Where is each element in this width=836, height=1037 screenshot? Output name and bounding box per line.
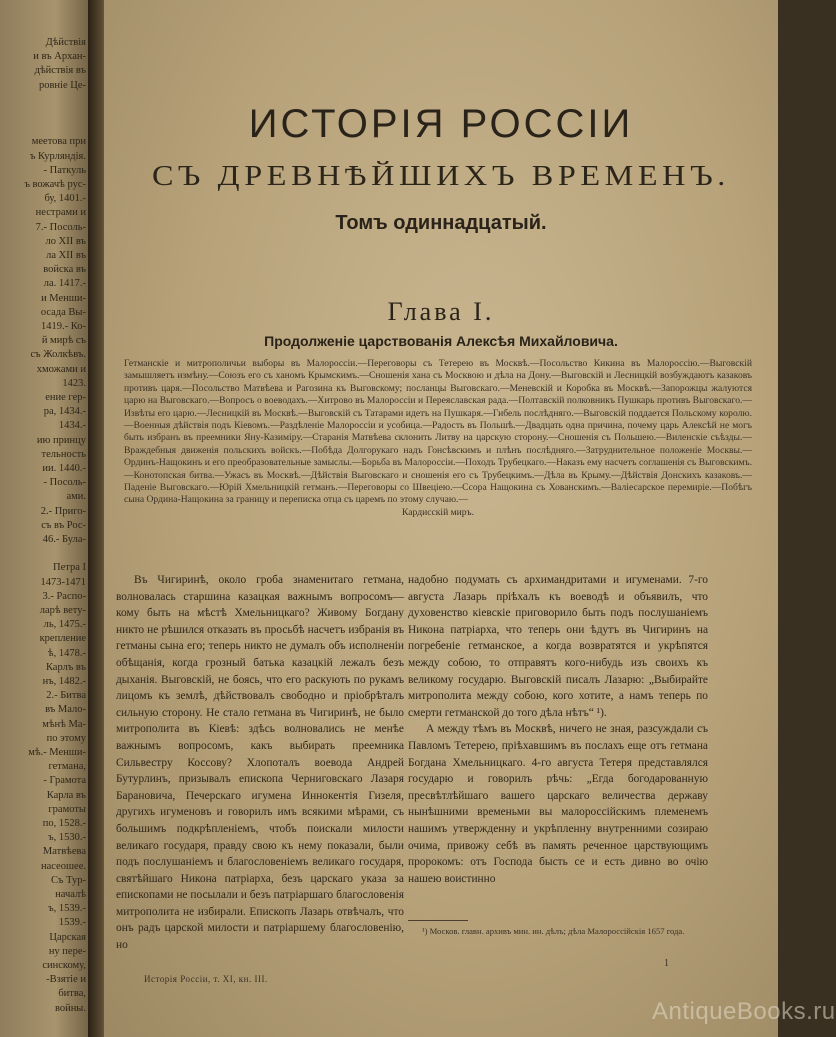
left-page-fragment: -Взятіе и [46,974,86,986]
chapter-heading: Глава I. [387,297,495,326]
left-text-column [116,572,404,954]
left-page-fragment: мѣ.- Менши- [28,747,86,758]
left-page-fragment: 2.- Битва [46,690,86,702]
left-page-fragment: ение гер- [45,392,86,403]
left-page-fragment: ларѣ вету- [39,605,86,616]
left-page-fragment: меетова при [31,136,86,148]
left-page-fragment: ъ, 1539.- [48,903,86,915]
left-page-fragment: гетмана, [48,761,86,773]
left-page-fragment: ию принцу [36,434,86,446]
left-page-fragment: бу, 1401.- [44,193,86,205]
footnote: ¹) Москов. главн. архивъ мин. ин. дѣлъ; дѣла Малороссійскія 1657 года. [422,926,685,936]
left-page-fragment: ра, 1434.- [43,406,86,418]
left-page-fragment: ла. 1417.- [43,278,86,290]
left-page-fragment: 2.- Приго- [40,505,86,517]
left-page-fragment: Карлъ въ [45,661,86,673]
left-page-fragment: по, 1528.- [42,818,86,829]
left-page-fragment: ровніе Це- [38,79,86,91]
left-page-fragment: й мирѣ съ [41,335,86,347]
left-page-fragment: ль, 1475.- [43,619,86,631]
left-page-fragment: Карла въ [46,789,86,801]
left-page-fragment: съ Жолкѣвъ. [30,349,86,361]
paragraph: А между тѣмъ въ Москвѣ, ничего не зная, разсуждали съ Павломъ Тетерею, пріѣхавшимъ въ послахъ еще отъ гетмана Богдана Хмельницкаго. 4-го августа Тетеря представлялся государю и говорилъ рѣчь: „Егда богодарованную пресвѣтлѣйшаго вашего царскаго величества державу нынѣшними временьми вы малороссійскимъ племенемъ нашимъ утвержденну и укрѣпленну внутренними созираю очима, привожу себѣ въ память реченное царствующимъ пророкомъ: отъ Господа бысть се и есть дивно во очію нашею воистинно [408,723,708,885]
left-page-fragment: хможами и [36,363,86,375]
left-page-fragment: ами. [66,491,86,503]
summary-last-line: Кардисскій миръ. [402,506,474,518]
left-page-fragment: ъ Курляндія. [29,150,86,162]
left-page-fragment: грамоты [48,803,86,815]
left-page-fragment: началѣ [55,889,86,900]
left-page-fragment: 1434.- [58,420,86,432]
left-page-fragment: Царская [49,931,86,943]
paragraph: надобно подумать съ архимандритами и игуменами. 7-го августа Лазарь пріѣхалъ къ воеводѣ и объявилъ, что духовенство кіевскіе приговорило быть подъ послушаніемъ Никона патріарха, что теперь они ѣдутъ въ Чигиринъ на погребеніе гетманское, а когда возвратятся и укрѣпятся между собою, то отправятъ кого-нибудь изъ своихъ къ великому государю. Выговскій писалъ Лазарю: „Выбирайте митрополита между собою, кого хотите, а намъ теперь по смерти гетманской до того дѣла нѣтъ“ ¹). [408,574,708,719]
book-page [104,0,836,1037]
left-page-fragment: ъ, 1530.- [48,832,86,844]
left-page-fragment: ъ вожачѣ рус- [24,179,86,190]
left-page-fragment: въ Мало- [45,704,86,716]
chapter-subheading: Продолженіе царствованія Алексѣя Михайловича. [264,333,618,349]
left-page-fragment: 1419.- Ко- [41,321,86,332]
printer-signature: Исторія Россіи, т. XI, кн. III. [144,974,268,984]
left-page-fragment: Дѣйствія [45,37,86,48]
left-page-edge [0,0,92,1037]
left-page-fragment: 7.- Посоль- [35,221,86,233]
left-page-fragment: крепление [39,633,86,645]
left-page-fragment: нъ, 1482.- [42,676,86,687]
summary-text: Гетманскіе и митрополичьи выборы въ Малороссіи.—Переговоры съ Тетерею въ Москвѣ.—Посольство Кикина въ Малороссію.—Выговскій замышляетъ измѣну.—Союзъ его съ ханомъ Крымскимъ.—Сношенія хана съ Москвою и дѣла на Дону.—Выговскій и Лесницкій возбуждаютъ казаковъ противъ царя.—Посольство Матвѣева и Рагозина къ Выговскому; посланцы Выговскаго.—Меневскій и Коробка въ Москвѣ.—Запорожцы жалуются царю на Выговскаго.—Вопросъ о воеводахъ.—Хитрово въ Малороссіи и Переяславская рада.—Полтавскій полковникъ Пушкарь противъ Выговскаго.—Извѣты его царю.—Лесницкій въ Москвѣ.—Выговскій съ Татарами идетъ на Пушкаря.—Гибель послѣдняго.—Выговскій поддается Польскому королю.—Военныя дѣйствія подъ Кіевомъ.—Раздѣленіе Малороссіи и усобица.—Радость въ Польшѣ.—Двадцать одна причина, почему царь Алексѣй не могъ быть избранъ въ преемники Яну-Казиміру.—Старанія Матвѣева склонить Литву на царскую сторону.—Сношенія съ Польшею.—Виленскіе съѣзды.—Враждебныя движенія польскихъ войскъ.—Побѣда Долгорукаго надъ Гонсѣвскимъ и плѣнъ послѣдняго.—Затруднительное положеніе Москвы.—Ординъ-Нащокинъ и его преобразовательные замыслы.—Борьба въ Малороссіи.—Походъ Трубецкаго.—Наказъ ему насчетъ соглашенія съ Выговскимъ.—Конотопская битва.—Ужасъ въ Москвѣ.—Дѣйствія Выговскаго и сношенія его съ Трубецкимъ.—Дѣла въ Крыму.—Дѣйствія Донскихъ казаковъ.—Паденіе Выговскаго.—Юрій Хмельницкій гетманъ.—Переговоры со Швеціею.—Ссора Нащокина съ Хованскимъ.—Валіесарское перемиріе.—Побѣгъ сына Ордина-Нащокина за границу и переписка отца съ царемъ по этому случаю.— [124,358,752,506]
left-page-fragment: тельность [41,448,86,460]
book-title: ИСТОРІЯ РОССІИ [248,102,634,146]
left-page-fragment: ѣ, 1478.- [47,647,86,659]
left-page-fragment: ии. 1440.- [42,463,86,474]
left-page-fragment: по этому [46,732,86,744]
left-page-fragment: - Грамота [43,775,86,787]
left-page-fragment: битва, [58,988,86,1000]
left-page-fragment: и въ Архан- [33,51,86,63]
left-page-fragment: ну пере- [48,945,86,957]
left-page-fragment: Матвѣева [42,846,86,858]
left-page-fragment: съ въ Рос- [41,519,86,531]
left-page-fragment: нестрами и [35,207,86,219]
left-page-fragment: осада Вы- [40,306,86,318]
left-page-fragment: 1473-1471 [40,576,86,588]
right-text-column [408,572,708,887]
left-page-fragment: Петра I [53,562,86,574]
volume-label: Томъ одиннадцатый. [335,212,547,234]
left-page-fragment: Съ Тур- [51,874,86,886]
left-page-fragment: дѣйствія въ [34,65,86,77]
left-page-fragment: 1539.- [58,917,86,929]
left-page-fragment: синскому, [42,960,86,971]
left-page-fragment: войска въ [43,264,86,276]
left-page-fragment: насеошее. [40,860,86,872]
left-page-fragment: ла XII въ [46,250,86,261]
footnote-rule [408,920,468,921]
page-number: 1 [664,958,669,969]
left-page-fragment: 46.- Була- [42,534,86,545]
left-page-fragment: - Паткуль [43,164,86,176]
left-page-fragment: ло XII въ [45,235,86,247]
left-page-fragment: и Менши- [41,292,86,304]
left-page-fragment: войны. [54,1002,86,1014]
left-page-fragment: мѣнѣ Ма- [42,718,86,730]
left-page-fragment: 1423. [62,377,86,389]
left-page-fragment: 3.- Распо- [42,590,86,602]
left-page-fragment: - Посоль- [43,477,86,489]
paragraph: Въ Чигиринѣ, около гроба знаменитаго гетмана, волновалась старшина казацкая важнымъ вопросомъ—кому быть на мѣстѣ Хмельницкаго? Живому Богдану никто не рѣшился отказать въ просьбѣ насчетъ избранія въ гетманы сына его; теперь никто не думалъ объ исполненіи обѣщанія, когда грозный батька казацкій лежалъ безъ дыханія. Выговскій, не боясь, что его раскують по рукамъ лицомъ къ землѣ, дѣйствовалъ свободно и пріобрѣталъ сильную сторону. Не стало гетмана въ Чигиринѣ, не было митрополита въ Кіевѣ: здѣсь волновались не менѣе важнымъ вопросомъ, какъ выбирать преемника Сильвестру Коссову? Хлопоталъ воевода Андрей Бутурлинъ, призывалъ епископа Черниговскаго Лазаря Барановича, Печерскаго игумена Иннокентія Гизеля, другихъ игуменовъ и говорилъ имъ всякими мѣрами, съ большимъ подкрѣпленіемъ, чтобъ поискали милости великаго государя, правду свою къ нему показали, были подъ послушаніемъ и благословеніемъ великаго государя, святѣйшаго Никона патріарха, безъ царскаго указа за епископами не посылали и безъ патріаршаго благословенія митрополита не избирали. Епископъ Лазарь отвѣчалъ, что онъ радъ царской милости и патріаршему благословенію, но [116,574,404,952]
chapter-summary [124,358,752,519]
watermark: AntiqueBooks.ru [652,998,836,1025]
book-subtitle: СЪ ДРЕВНѢЙШИХЪ ВРЕМЕНЪ. [152,161,730,192]
